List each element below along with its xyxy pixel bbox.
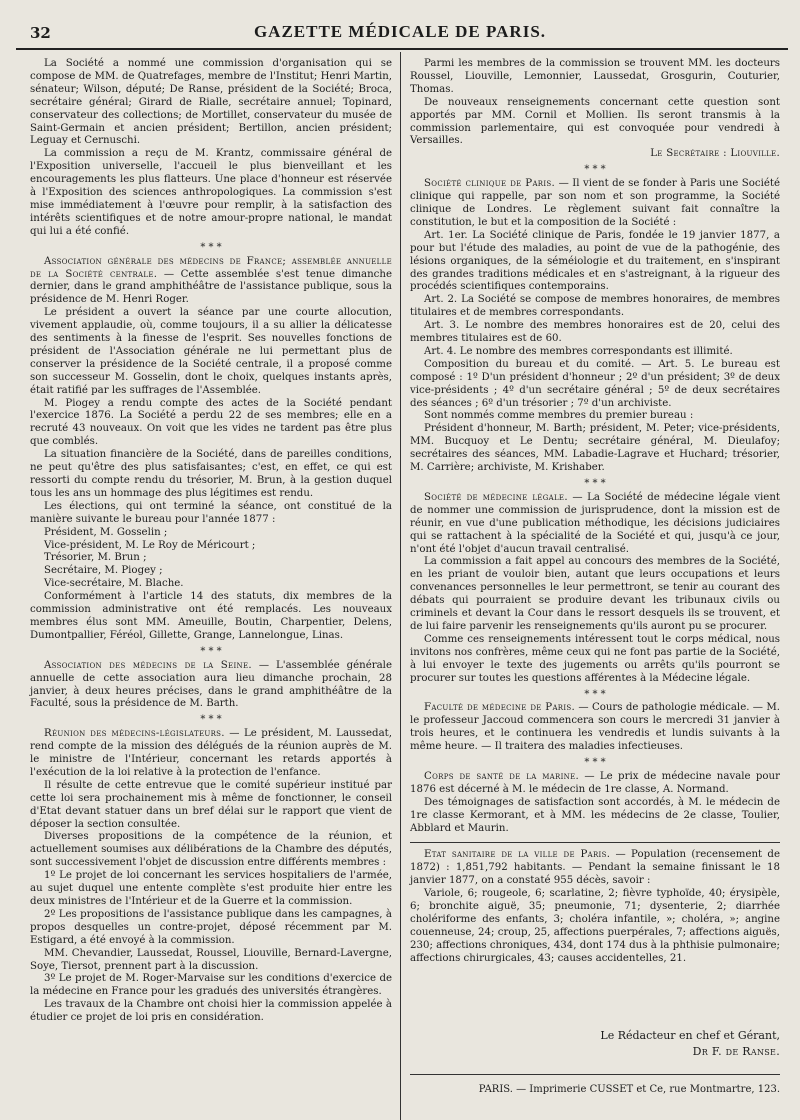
printer-imprint: PARIS. — Imprimerie CUSSET et Ce, rue Montmartre, 123. bbox=[478, 1084, 780, 1095]
imprint-rule bbox=[410, 1074, 780, 1075]
article-text: — Population (recensement de 1872) : 1,851,792 habitants. — Pendant la semaine finissant le 18 janvier 1877, on a constaté 955 décès, savoir : bbox=[410, 849, 780, 887]
article-paragraph bbox=[30, 256, 392, 308]
article-text: — Le prix de médecine navale pour 1876 est décerné à M. le médecin de 1re classe, A. Normand. bbox=[410, 770, 780, 795]
article-paragraph bbox=[410, 492, 780, 557]
column-divider bbox=[400, 52, 401, 1120]
section-separator: * * * bbox=[200, 645, 222, 657]
article-heading: Société de médecine légale. bbox=[424, 491, 568, 503]
article-heading: Corps de santé de la marine. bbox=[424, 770, 580, 782]
article-paragraph bbox=[410, 702, 780, 754]
paragraph: 1º Le projet de loi concernant les services hospitaliers de l'armée, au sujet duquel une entente complète s'est produite hier entre les deux ministres de l'Intérieur et de la Guerre et la commission. bbox=[30, 870, 392, 907]
article-paragraph bbox=[30, 660, 392, 712]
bureau-item: Président, M. Gosselin ; bbox=[44, 526, 168, 538]
page-title: GAZETTE MÉDICALE DE PARIS. bbox=[253, 22, 547, 41]
section-separator: * * * bbox=[200, 714, 222, 726]
paragraph: Il résulte de cette entrevue que le comité supérieur institué par cette loi sera prochainement mis à même de fonctionner, le conseil d'Etat devant statuer dans un bref délai sur le rapport que vient de déposer la section consultée. bbox=[30, 779, 392, 830]
article-heading: Association générale des médecins de France; assemblée annuelle de la Société centrale. bbox=[30, 255, 392, 280]
article-text: — Cette assemblée s'est tenue dimanche dernier, dans le grand amphithéâtre de l'assistance publique, sous la présidence de M. Henri Roger. bbox=[30, 268, 392, 306]
article-heading: Société clinique de Paris. bbox=[424, 178, 556, 190]
paragraph: Les travaux de la Chambre ont choisi hier la commission appelée à étudier ce projet de loi pris en considération. bbox=[30, 999, 392, 1024]
bureau-item: Trésorier, M. Brun ; bbox=[44, 552, 147, 564]
paragraph: 2º Les propositions de l'assistance publique dans les campagnes, à propos desquelles un contre-projet, déposé récemment par M. Estigard, a été envoyé à la commission. bbox=[30, 908, 392, 946]
article-paragraph bbox=[410, 849, 780, 888]
article-text: — Cours de pathologie médicale. — M. le professeur Jaccoud commencera son cours le mercredi 31 janvier à trois heures, et le continuera les vendredis et lundis suivants à la même heure. — Il traitera des maladies infectieuses. bbox=[410, 702, 780, 753]
article-heading: Etat sanitaire de la ville de Paris. bbox=[424, 849, 611, 861]
editor-signature bbox=[410, 1028, 780, 1060]
paragraph: Art. 3. Le nombre des membres honoraires est de 20, celui des membres titulaires est de 60. bbox=[410, 320, 780, 345]
paragraph: Comme ces renseignements intéressent tout le corps médical, nous invitons nos confrères, même ceux qui ne font pas partie de la Société, à lui envoyer le texte des jugements ou arrêts qu'ils pourront se procurer sur toutes les questions afférentes à la Médecine légale. bbox=[410, 633, 780, 684]
paragraph: Conformément à l'article 14 des statuts, dix membres de la commission administrative ont été remplacés. Les nouveaux membres élus sont MM. Ameuille, Boutin, Charpentier, Delens, Dumontpallier, Féréol, Gillette, Grange, Lannelongue, Linas. bbox=[30, 591, 392, 641]
paragraph: La commission a fait appel au concours des membres de la Société, en les priant de vouloir bien, autant que leurs occupations et leurs convenances personnelles le leur permettront, se tenir au courant des débats qui pourraient se produire devant les tribunaux civils ou criminels et devant la Cour dans le ressort desquels ils se trouvent, et de lui faire parvenir les renseignements qu'ils auront pu se procurer. bbox=[410, 556, 780, 632]
section-separator: * * * bbox=[584, 478, 606, 489]
paragraph: De nouveaux renseignements concernant cette question sont apportés par MM. Cornil et Mollien. Ils seront transmis à la commission parlementaire, qui est convoquée pour vendredi à Versailles. bbox=[410, 96, 780, 147]
section-separator: * * * bbox=[584, 757, 606, 769]
bureau-item: Secrétaire, M. Piogey ; bbox=[44, 565, 163, 577]
editor-title: Le Rédacteur en chef et Gérant, bbox=[600, 1029, 780, 1042]
article-text: — Le président, M. Laussedat, rend compte de la mission des délégués de la réunion auprès de M. le ministre de l'Intérieur, concernant les retards apportés à l'exécution de la loi relative à la protection de l'enfance. bbox=[30, 728, 392, 778]
paragraph: Art. 2. La Société se compose de membres honoraires, de membres titulaires et de membres correspondants. bbox=[410, 294, 780, 319]
article-paragraph bbox=[410, 178, 780, 230]
header-rule bbox=[16, 48, 788, 50]
section-separator: * * * bbox=[584, 688, 606, 700]
paragraph: Président d'honneur, M. Barth; président, M. Peter; vice-présidents, MM. Bucquoy et Le Dentu; secrétaire général, M. Dieulafoy; secrétaires des séances, MM. Labadie-Lagrave et Huchard; trésorier, M. Carrière; archiviste, M. Krishaber. bbox=[410, 423, 780, 474]
paragraph: Variole, 6; rougeole, 6; scarlatine, 2; fièvre typhoïde, 40; érysipèle, 6; bronchite aiguë, 35; pneumonie, 71; dysenterie, 2; diarrhée cholériforme des enfants, 3; choléra infantile, »; choléra, »; angine couenneuse, 24; croup, 25, affections puerpérales, 7; affections aiguës, 230; affections chroniques, 434, dont 174 dus à la phthisie pulmonaire; affections chirurgicales, 43; causes accidentelles, 21. bbox=[410, 888, 780, 964]
paragraph: Parmi les membres de la commission se trouvent MM. les docteurs Roussel, Liouville, Lemonnier, Laussedat, Grosgurin, Couturier, Thomas. bbox=[410, 58, 780, 95]
paragraph: La commission a reçu de M. Krantz, commissaire général de l'Exposition universelle, l'accueil le plus bienveillant et les encouragements les plus flatteurs. Une place d'honneur est réservée à l'Exposition des sciences anthropologiques. La commission s'est mise immédiatement à l'œuvre pour remplir, à la satisfaction des intérêts scientifiques et de notre amour-propre national, le mandat qui lui a été confié. bbox=[30, 148, 392, 237]
bureau-item: Vice-secrétaire, M. Blache. bbox=[44, 578, 184, 590]
paragraph: Le président a ouvert la séance par une courte allocution, vivement applaudie, où, comme toujours, il a su allier la délicatesse des sentiments à la finesse de l'esprit. Ses nouvelles fonctions de président de l'Association générale ne lui permettant plus de conserver la présidence de la Société centrale, il a proposé comme son successeur M. Gosselin, dont le choix, quelques instants après, était ratifié par les suffrages de l'Assemblée. bbox=[30, 307, 392, 396]
paragraph: La Société a nommé une commission d'organisation qui se compose de MM. de Quatrefages, membre de l'Institut; Henri Martin, sénateur; Wilson, député; De Ranse, président de la Société; Broca, secrétaire général; Girard de Rialle, secrétaire annuel; Topinard, conservateur des collections; de Mortillet, conservateur du musée de Saint-Germain et ancien président; Bertillon, ancien président; Leguay et Cernuschi. bbox=[30, 58, 392, 147]
page-number: 32 bbox=[30, 24, 51, 42]
article-heading: Réunion des médecins-législateurs. bbox=[44, 728, 225, 740]
bureau-list bbox=[30, 527, 392, 592]
section-separator: * * * bbox=[200, 241, 222, 253]
paragraph: M. Piogey a rendu compte des actes de la Société pendant l'exercice 1876. La Société a perdu 22 de ses membres; elle en a recruté 43 nouveaux. On voit que les vides ne tardent pas être plus que comblés. bbox=[30, 397, 392, 448]
paragraph: La situation financière de la Société, dans de pareilles conditions, ne peut qu'être des plus satisfaisantes; c'est, en effet, ce qui est ressorti du compte rendu du trésorier, M. Brun, à la gestion duquel tous les ans un hommage des plus légitimes est rendu. bbox=[30, 449, 392, 499]
article-text: — La Société de médecine légale vient de nommer une commission de jurisprudence, dont la mission est de réunir, en vue d'une publication méthodique, les décisions judiciaires qui se rattachent à la spécialité de la Société et qui, jusqu'à ce jour, n'ont été l'objet d'aucun travail centralisé. bbox=[410, 491, 780, 555]
paragraph: Composition du bureau et du comité. — Art. 5. Le bureau est composé : 1º D'un président d'honneur ; 2º d'un président; 3º de deux vice-présidents ; 4º d'un secrétaire général ; 5º de deux secrétaires des séances ; 6º d'un trésorier ; 7º d'un archiviste. bbox=[410, 358, 780, 409]
paragraph: Diverses propositions de la compétence de la réunion, et actuellement soumises aux délibérations de la Chambre des députés, sont successivement l'objet de discussion entre différents membres : bbox=[30, 831, 392, 869]
article-paragraph bbox=[410, 771, 780, 797]
article-paragraph bbox=[30, 728, 392, 780]
paragraph: Sont nommés comme membres du premier bureau : bbox=[424, 410, 694, 422]
paragraph: Des témoignages de satisfaction sont accordés, à M. le médecin de 1re classe Kermorant, et à MM. les médecins de 2e classe, Toulier, Abblard et Maurin. bbox=[410, 796, 780, 834]
paragraph: Art. 4. Le nombre des membres correspondants est illimité. bbox=[424, 345, 733, 357]
section-rule bbox=[410, 842, 780, 843]
article-heading: Association des médecins de la Seine. bbox=[44, 659, 252, 671]
left-column bbox=[30, 58, 392, 1025]
right-column bbox=[410, 58, 780, 966]
article-text: — Il vient de se fonder à Paris une Société clinique qui rappelle, par son nom et son programme, la Société clinique de Londres. Le règlement suivant fait connaître la constitution, le but et la composition de la Société : bbox=[410, 178, 780, 228]
paragraph: 3º Le projet de M. Roger-Marvaise sur les conditions d'exercice de la médecine en France pour les gradués des universités étrangères. bbox=[30, 973, 392, 998]
editor-name: Dr F. de Ranse. bbox=[692, 1045, 780, 1058]
paragraph: Art. 1er. La Société clinique de Paris, fondée le 19 janvier 1877, a pour but l'étude des maladies, au point de vue de la pathogénie, des lésions organiques, de la séméiologie et du traitement, en s'inspirant des grandes traditions médicales et en s'astreignant, à la rigueur des procédés scientifiques contemporains. bbox=[410, 229, 780, 293]
paragraph: MM. Chevandier, Laussedat, Roussel, Liouville, Bernard-Lavergne, Soye, Tiersot, prennent part à la discussion. bbox=[30, 947, 392, 972]
paragraph: Les élections, qui ont terminé la séance, ont constitué de la manière suivante le bureau pour l'année 1877 : bbox=[30, 500, 392, 525]
section-separator: * * * bbox=[584, 164, 606, 176]
article-text: — L'assemblée générale annuelle de cette association aura lieu dimanche prochain, 28 janvier, à deux heures précises, dans le grand amphithéâtre de la Faculté, sous la présidence de M. Barth. bbox=[30, 659, 392, 710]
secretary-signature: Le Secrétaire : Liouville. bbox=[650, 148, 780, 160]
bureau-item: Vice-président, M. Le Roy de Méricourt ; bbox=[44, 539, 256, 551]
article-heading: Faculté de médecine de Paris. bbox=[424, 702, 576, 714]
